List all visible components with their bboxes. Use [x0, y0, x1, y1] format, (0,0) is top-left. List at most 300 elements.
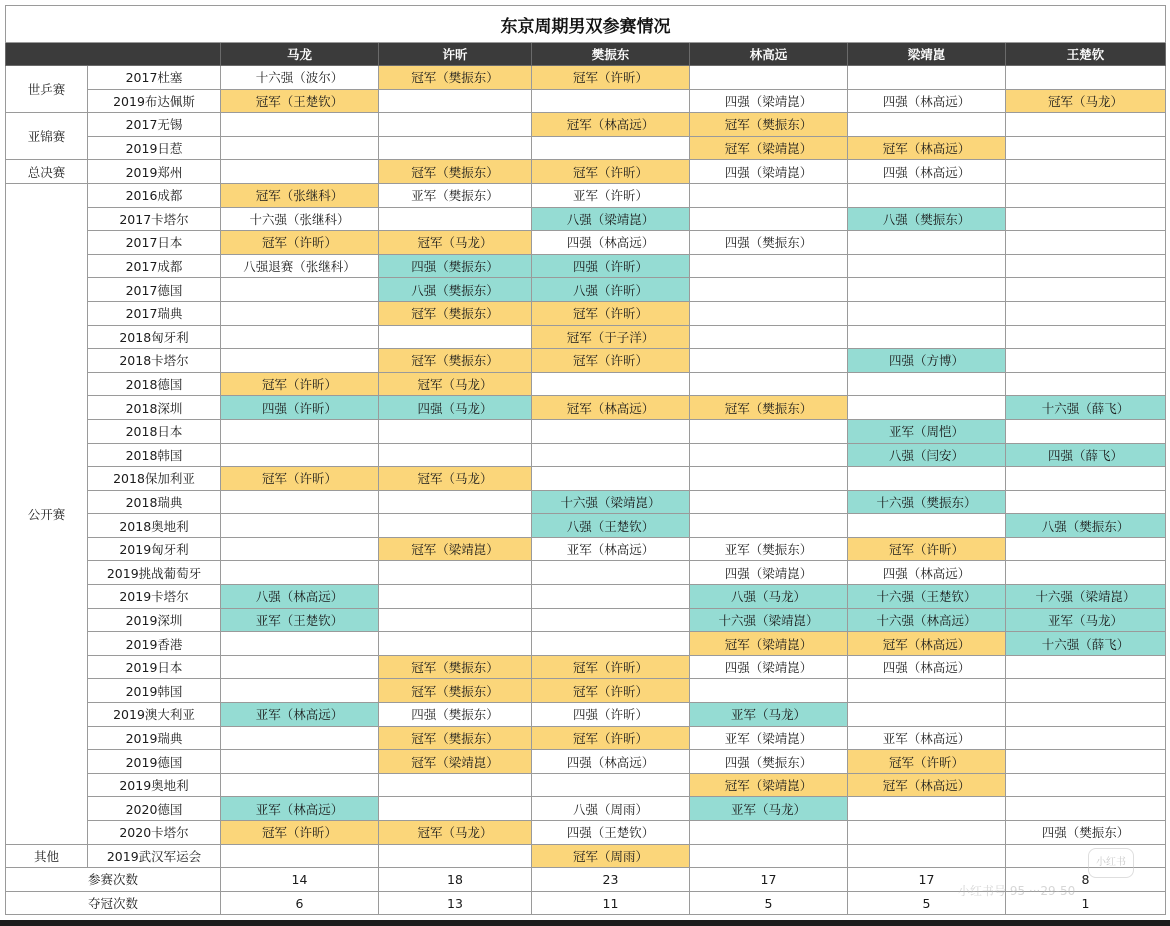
result-cell	[532, 372, 690, 396]
event-cell: 2018匈牙利	[88, 325, 221, 349]
result-cell: 亚军（马龙）	[690, 797, 848, 821]
result-cell	[221, 443, 379, 467]
result-cell: 八强（周雨）	[532, 797, 690, 821]
result-cell	[221, 490, 379, 514]
table-row	[6, 608, 1166, 632]
result-cell: 冠军（许昕）	[532, 349, 690, 373]
summary-label-cell: 参赛次数	[6, 868, 221, 892]
table-row	[6, 66, 1166, 90]
result-cell	[532, 585, 690, 609]
result-cell	[221, 561, 379, 585]
event-cell: 2017杜塞	[88, 66, 221, 90]
result-cell	[221, 726, 379, 750]
result-cell	[221, 844, 379, 868]
result-cell	[1006, 349, 1166, 373]
participation-table	[5, 5, 1166, 915]
result-cell: 四强（樊振东）	[690, 750, 848, 774]
result-cell	[532, 467, 690, 491]
summary-value-cell: 8	[1006, 868, 1166, 892]
player-header-cell: 许昕	[379, 43, 532, 66]
category-cell: 公开赛	[6, 183, 88, 844]
event-cell: 2018德国	[88, 372, 221, 396]
result-cell: 冠军（马龙）	[379, 467, 532, 491]
event-cell: 2017卡塔尔	[88, 207, 221, 231]
result-cell	[1006, 750, 1166, 774]
result-cell: 冠军（许昕）	[221, 372, 379, 396]
player-header-cell: 樊振东	[532, 43, 690, 66]
result-cell	[379, 419, 532, 443]
result-cell	[221, 301, 379, 325]
result-cell	[532, 136, 690, 160]
player-header-cell: 林高远	[690, 43, 848, 66]
result-cell: 十六强（薛飞）	[1006, 396, 1166, 420]
event-cell: 2019深圳	[88, 608, 221, 632]
result-cell: 八强（梁靖崑）	[532, 207, 690, 231]
result-cell	[379, 585, 532, 609]
summary-value-cell: 5	[690, 891, 848, 915]
result-cell	[379, 207, 532, 231]
result-cell: 冠军（许昕）	[532, 679, 690, 703]
watermark-logo: 小红书	[1088, 848, 1134, 878]
table-row	[6, 655, 1166, 679]
result-cell	[221, 679, 379, 703]
result-cell	[1006, 254, 1166, 278]
result-cell: 冠军（樊振东）	[379, 301, 532, 325]
result-cell: 四强（方博）	[848, 349, 1006, 373]
result-cell: 冠军（樊振东）	[379, 66, 532, 90]
corner-header-cell	[6, 43, 221, 66]
result-cell: 冠军（周雨）	[532, 844, 690, 868]
result-cell	[221, 514, 379, 538]
event-cell: 2019日惹	[88, 136, 221, 160]
result-cell	[221, 632, 379, 656]
table-row	[6, 821, 1166, 845]
result-cell	[1006, 136, 1166, 160]
result-cell	[379, 797, 532, 821]
result-cell: 十六强（王楚钦）	[848, 585, 1006, 609]
result-cell: 四强（林高远）	[848, 561, 1006, 585]
result-cell	[221, 325, 379, 349]
result-cell	[690, 844, 848, 868]
result-cell	[1006, 537, 1166, 561]
table-row	[6, 797, 1166, 821]
result-cell: 八强（许昕）	[532, 278, 690, 302]
result-cell: 四强（林高远）	[848, 89, 1006, 113]
summary-value-cell: 5	[848, 891, 1006, 915]
result-cell: 四强（梁靖崑）	[690, 89, 848, 113]
result-cell: 四强（王楚钦）	[532, 821, 690, 845]
table-row	[6, 773, 1166, 797]
result-cell	[532, 443, 690, 467]
result-cell	[848, 301, 1006, 325]
table-row	[6, 278, 1166, 302]
table-row	[6, 703, 1166, 727]
table-row	[6, 113, 1166, 137]
player-header-cell: 梁靖崑	[848, 43, 1006, 66]
summary-value-cell: 13	[379, 891, 532, 915]
result-cell	[1006, 679, 1166, 703]
result-cell: 四强（林高远）	[848, 655, 1006, 679]
result-cell: 八强（王楚钦）	[532, 514, 690, 538]
table-row	[6, 844, 1166, 868]
result-cell: 四强（樊振东）	[1006, 821, 1166, 845]
event-cell: 2016成都	[88, 183, 221, 207]
summary-value-cell: 6	[221, 891, 379, 915]
watermark-text: 小红书号 95 ···29-50	[958, 884, 1076, 898]
summary-value-cell: 23	[532, 868, 690, 892]
result-cell: 冠军（梁靖崑）	[690, 773, 848, 797]
result-cell	[1006, 301, 1166, 325]
result-cell: 冠军（王楚钦）	[221, 89, 379, 113]
result-cell	[221, 278, 379, 302]
result-cell: 冠军（许昕）	[221, 821, 379, 845]
result-cell: 四强（许昕）	[221, 396, 379, 420]
result-cell	[379, 136, 532, 160]
result-cell: 冠军（樊振东）	[379, 349, 532, 373]
event-cell: 2020卡塔尔	[88, 821, 221, 845]
result-cell: 亚军（马龙）	[690, 703, 848, 727]
result-cell	[690, 443, 848, 467]
result-cell	[379, 514, 532, 538]
result-cell: 四强（许昕）	[532, 254, 690, 278]
result-cell	[532, 608, 690, 632]
result-cell	[848, 254, 1006, 278]
table-row	[6, 183, 1166, 207]
event-cell: 2018奥地利	[88, 514, 221, 538]
result-cell: 冠军（马龙）	[379, 231, 532, 255]
result-cell: 冠军（林高远）	[532, 396, 690, 420]
result-cell: 冠军（马龙）	[1006, 89, 1166, 113]
result-cell: 冠军（林高远）	[848, 136, 1006, 160]
result-cell	[690, 254, 848, 278]
table-row	[6, 89, 1166, 113]
table-row	[6, 561, 1166, 585]
result-cell: 八强（闫安）	[848, 443, 1006, 467]
result-cell	[1006, 207, 1166, 231]
result-cell: 冠军（许昕）	[221, 467, 379, 491]
result-cell	[1006, 113, 1166, 137]
table-row	[6, 726, 1166, 750]
event-cell: 2019奥地利	[88, 773, 221, 797]
result-cell: 冠军（梁靖崑）	[690, 136, 848, 160]
table-row	[6, 537, 1166, 561]
result-cell: 四强（梁靖崑）	[690, 160, 848, 184]
table-row	[6, 443, 1166, 467]
category-cell: 亚锦赛	[6, 113, 88, 160]
result-cell: 八强退赛（张继科）	[221, 254, 379, 278]
result-cell	[221, 655, 379, 679]
event-cell: 2019卡塔尔	[88, 585, 221, 609]
result-cell: 冠军（马龙）	[379, 821, 532, 845]
result-cell: 冠军（于子洋）	[532, 325, 690, 349]
result-cell: 八强（樊振东）	[848, 207, 1006, 231]
table-title: 东京周期男双参赛情况	[6, 6, 1166, 43]
result-cell: 十六强（薛飞）	[1006, 632, 1166, 656]
result-cell: 四强（林高远）	[532, 750, 690, 774]
result-cell	[1006, 419, 1166, 443]
result-cell: 四强（樊振东）	[379, 703, 532, 727]
result-cell	[1006, 797, 1166, 821]
result-cell	[1006, 183, 1166, 207]
result-cell: 冠军（梁靖崑）	[379, 750, 532, 774]
event-cell: 2020德国	[88, 797, 221, 821]
result-cell	[379, 561, 532, 585]
result-cell: 四强（马龙）	[379, 396, 532, 420]
result-cell: 四强（许昕）	[532, 703, 690, 727]
result-cell	[848, 703, 1006, 727]
table-row	[6, 325, 1166, 349]
event-cell: 2019武汉军运会	[88, 844, 221, 868]
result-cell	[848, 325, 1006, 349]
result-cell: 八强（马龙）	[690, 585, 848, 609]
result-cell	[848, 231, 1006, 255]
result-cell: 四强（薛飞）	[1006, 443, 1166, 467]
event-cell: 2018瑞典	[88, 490, 221, 514]
table-row	[6, 301, 1166, 325]
event-cell: 2019挑战葡萄牙	[88, 561, 221, 585]
result-cell: 冠军（林高远）	[848, 773, 1006, 797]
event-cell: 2019香港	[88, 632, 221, 656]
summary-value-cell: 18	[379, 868, 532, 892]
result-cell: 八强（樊振东）	[1006, 514, 1166, 538]
result-cell: 冠军（许昕）	[532, 66, 690, 90]
result-cell: 亚军（樊振东）	[690, 537, 848, 561]
result-cell	[1006, 231, 1166, 255]
result-cell	[848, 183, 1006, 207]
result-cell	[221, 349, 379, 373]
table-row	[6, 750, 1166, 774]
summary-value-cell: 17	[690, 868, 848, 892]
result-cell	[848, 66, 1006, 90]
result-cell: 十六强（张继科）	[221, 207, 379, 231]
table-row	[6, 585, 1166, 609]
result-cell	[379, 608, 532, 632]
result-cell: 十六强（梁靖崑）	[1006, 585, 1166, 609]
result-cell	[848, 821, 1006, 845]
result-cell: 冠军（樊振东）	[690, 113, 848, 137]
result-cell: 亚军（林高远）	[532, 537, 690, 561]
result-cell	[1006, 467, 1166, 491]
table-row	[6, 632, 1166, 656]
result-cell	[1006, 372, 1166, 396]
result-cell	[379, 89, 532, 113]
table-body	[6, 66, 1166, 915]
result-cell: 冠军（许昕）	[848, 750, 1006, 774]
event-cell: 2018日本	[88, 419, 221, 443]
table-row	[6, 207, 1166, 231]
result-cell	[848, 467, 1006, 491]
category-cell: 世乒赛	[6, 66, 88, 113]
result-cell	[690, 490, 848, 514]
result-cell	[690, 325, 848, 349]
event-cell: 2019瑞典	[88, 726, 221, 750]
result-cell: 冠军（许昕）	[532, 301, 690, 325]
result-cell	[379, 325, 532, 349]
result-cell	[379, 443, 532, 467]
result-cell	[1006, 655, 1166, 679]
result-cell	[532, 632, 690, 656]
table-row	[6, 514, 1166, 538]
result-cell: 四强（梁靖崑）	[690, 561, 848, 585]
result-cell	[1006, 160, 1166, 184]
result-cell	[690, 467, 848, 491]
result-cell	[532, 773, 690, 797]
result-cell	[690, 207, 848, 231]
result-cell: 冠军（梁靖崑）	[379, 537, 532, 561]
result-cell: 十六强（梁靖崑）	[690, 608, 848, 632]
result-cell: 亚军（王楚钦）	[221, 608, 379, 632]
table-row	[6, 160, 1166, 184]
result-cell	[532, 561, 690, 585]
table-row	[6, 396, 1166, 420]
result-cell: 冠军（许昕）	[532, 726, 690, 750]
result-cell: 亚军（林高远）	[221, 703, 379, 727]
result-cell: 亚军（樊振东）	[379, 183, 532, 207]
result-cell	[848, 396, 1006, 420]
result-cell: 冠军（许昕）	[532, 655, 690, 679]
event-cell: 2017成都	[88, 254, 221, 278]
result-cell: 冠军（樊振东）	[379, 160, 532, 184]
event-cell: 2017德国	[88, 278, 221, 302]
category-cell: 总决赛	[6, 160, 88, 184]
result-cell: 四强（林高远）	[532, 231, 690, 255]
event-cell: 2018深圳	[88, 396, 221, 420]
result-cell: 冠军（张继科）	[221, 183, 379, 207]
result-cell	[690, 66, 848, 90]
result-cell: 冠军（林高远）	[532, 113, 690, 137]
summary-value-cell: 14	[221, 868, 379, 892]
result-cell	[1006, 490, 1166, 514]
result-cell	[690, 349, 848, 373]
table-row	[6, 231, 1166, 255]
result-cell	[690, 183, 848, 207]
player-header-row	[6, 43, 1166, 66]
result-cell	[221, 113, 379, 137]
result-cell	[690, 278, 848, 302]
event-cell: 2017瑞典	[88, 301, 221, 325]
result-cell	[532, 89, 690, 113]
result-cell: 十六强（林高远）	[848, 608, 1006, 632]
result-cell	[221, 160, 379, 184]
result-cell	[848, 514, 1006, 538]
result-cell: 冠军（林高远）	[848, 632, 1006, 656]
result-cell: 冠军（樊振东）	[379, 679, 532, 703]
result-cell	[690, 419, 848, 443]
result-cell	[379, 844, 532, 868]
player-header-cell: 王楚钦	[1006, 43, 1166, 66]
event-cell: 2019郑州	[88, 160, 221, 184]
category-cell: 其他	[6, 844, 88, 868]
table-row	[6, 419, 1166, 443]
result-cell	[379, 632, 532, 656]
result-cell	[221, 773, 379, 797]
result-cell	[690, 821, 848, 845]
result-cell: 亚军（马龙）	[1006, 608, 1166, 632]
result-cell	[848, 113, 1006, 137]
result-cell	[221, 136, 379, 160]
result-cell	[1006, 561, 1166, 585]
event-cell: 2018卡塔尔	[88, 349, 221, 373]
result-cell: 亚军（林高远）	[848, 726, 1006, 750]
result-cell: 四强（樊振东）	[690, 231, 848, 255]
result-cell: 四强（林高远）	[848, 160, 1006, 184]
result-cell: 冠军（许昕）	[848, 537, 1006, 561]
result-cell	[1006, 325, 1166, 349]
result-cell	[848, 679, 1006, 703]
summary-value-cell: 1	[1006, 891, 1166, 915]
result-cell	[379, 490, 532, 514]
summary-value-cell: 17	[848, 868, 1006, 892]
result-cell: 冠军（樊振东）	[690, 396, 848, 420]
result-cell	[379, 773, 532, 797]
result-cell	[690, 679, 848, 703]
bottom-bar	[0, 920, 1170, 926]
result-cell: 冠军（马龙）	[379, 372, 532, 396]
result-cell: 十六强（波尔）	[221, 66, 379, 90]
result-cell	[1006, 844, 1166, 868]
result-cell	[221, 750, 379, 774]
result-cell: 亚军（梁靖崑）	[690, 726, 848, 750]
event-cell: 2019日本	[88, 655, 221, 679]
event-cell: 2018韩国	[88, 443, 221, 467]
table-row	[6, 372, 1166, 396]
summary-label-cell: 夺冠次数	[6, 891, 221, 915]
table-row	[6, 136, 1166, 160]
result-cell	[221, 419, 379, 443]
result-cell: 十六强（樊振东）	[848, 490, 1006, 514]
result-cell: 八强（林高远）	[221, 585, 379, 609]
event-cell: 2019澳大利亚	[88, 703, 221, 727]
result-cell	[1006, 278, 1166, 302]
result-cell	[848, 844, 1006, 868]
result-cell	[1006, 773, 1166, 797]
result-cell: 冠军（樊振东）	[379, 726, 532, 750]
result-cell: 十六强（梁靖崑）	[532, 490, 690, 514]
result-cell: 冠军（许昕）	[221, 231, 379, 255]
table-row	[6, 349, 1166, 373]
result-cell: 亚军（周恺）	[848, 419, 1006, 443]
result-cell	[1006, 703, 1166, 727]
event-cell: 2019布达佩斯	[88, 89, 221, 113]
event-cell: 2017日本	[88, 231, 221, 255]
result-cell	[379, 113, 532, 137]
event-cell: 2019匈牙利	[88, 537, 221, 561]
result-cell	[848, 797, 1006, 821]
table-row	[6, 490, 1166, 514]
result-cell	[1006, 66, 1166, 90]
summary-value-cell: 11	[532, 891, 690, 915]
result-cell	[690, 301, 848, 325]
result-cell: 亚军（许昕）	[532, 183, 690, 207]
event-cell: 2019韩国	[88, 679, 221, 703]
result-cell	[690, 372, 848, 396]
table-row	[6, 467, 1166, 491]
result-cell: 四强（梁靖崑）	[690, 655, 848, 679]
table-row	[6, 679, 1166, 703]
event-cell: 2017无锡	[88, 113, 221, 137]
result-cell	[848, 372, 1006, 396]
result-cell	[690, 514, 848, 538]
result-cell	[848, 278, 1006, 302]
result-cell: 冠军（许昕）	[532, 160, 690, 184]
table-row	[6, 254, 1166, 278]
event-cell: 2018保加利亚	[88, 467, 221, 491]
player-header-cell: 马龙	[221, 43, 379, 66]
result-cell: 冠军（樊振东）	[379, 655, 532, 679]
result-cell: 八强（樊振东）	[379, 278, 532, 302]
result-cell: 四强（樊振东）	[379, 254, 532, 278]
result-cell: 亚军（林高远）	[221, 797, 379, 821]
